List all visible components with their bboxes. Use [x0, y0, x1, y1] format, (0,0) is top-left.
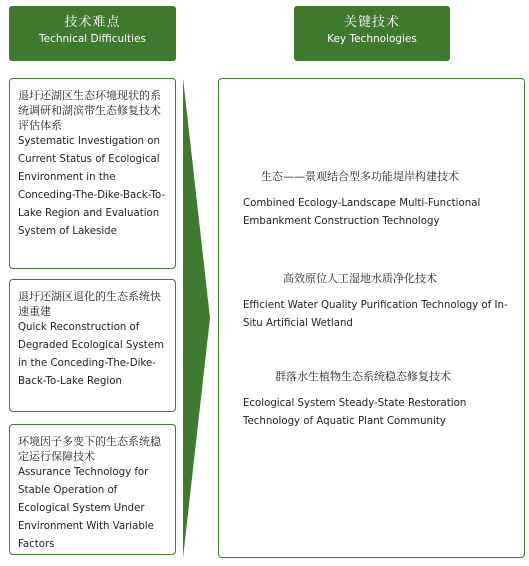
header-title-en: Key Technologies	[327, 33, 417, 45]
technology-title-en: Ecological System Steady-State Restoration Technology of Aquatic Plant Community	[243, 398, 467, 427]
key-technologies-header	[294, 6, 450, 61]
difficulty-title-zh: 退圩还湖区生态环境现状的系统调研和湖滨带生态修复技术评估体系	[18, 89, 161, 132]
difficulty-title-zh: 环境因子多变下的生态系统稳定运行保障技术	[18, 435, 161, 463]
technology-title-en: Efficient Water Quality Purification Technology of In-Situ Artificial Wetland	[243, 300, 508, 329]
technology-title-zh: 高效原位人工湿地水质净化技术	[283, 272, 437, 285]
key-technologies-box	[218, 78, 525, 558]
technology-item-3	[243, 369, 513, 431]
difficulty-title-en: Systematic Investigation on Current Status of Ecological Environment in the Conceding-The-Dike-Back-To-Lake Region and Evaluation System of Lakeside	[18, 136, 166, 237]
technology-title-en: Combined Ecology-Landscape Multi-Functional Embankment Construction Technology	[243, 198, 481, 227]
difficulty-title-zh: 退圩还湖区退化的生态系统快速重建	[18, 290, 161, 318]
difficulty-box-2	[9, 279, 176, 412]
difficulty-title-en: Quick Reconstruction of Degraded Ecological System in the Conceding-The-Dike-Back-To-Lake Region	[18, 322, 164, 387]
technology-title-zh: 群落水生植物生态系统稳态修复技术	[275, 370, 451, 383]
technology-item-2	[243, 271, 513, 333]
technical-difficulties-header	[9, 6, 176, 61]
flow-arrow	[183, 78, 213, 558]
technology-title-zh: 生态——景观结合型多功能堤岸构建技术	[261, 170, 459, 183]
header-title-en: Technical Difficulties	[38, 33, 146, 45]
header-title-zh: 关键技术	[343, 15, 400, 30]
technology-item-1	[243, 169, 513, 231]
difficulty-box-1	[9, 78, 176, 269]
header-title-zh: 技术难点	[64, 15, 121, 30]
difficulty-box-3	[9, 424, 176, 555]
flow-arrow-shape	[183, 78, 210, 558]
difficulty-title-en: Assurance Technology for Stable Operation of Ecological System Under Environment With Variable Factors	[18, 467, 154, 550]
